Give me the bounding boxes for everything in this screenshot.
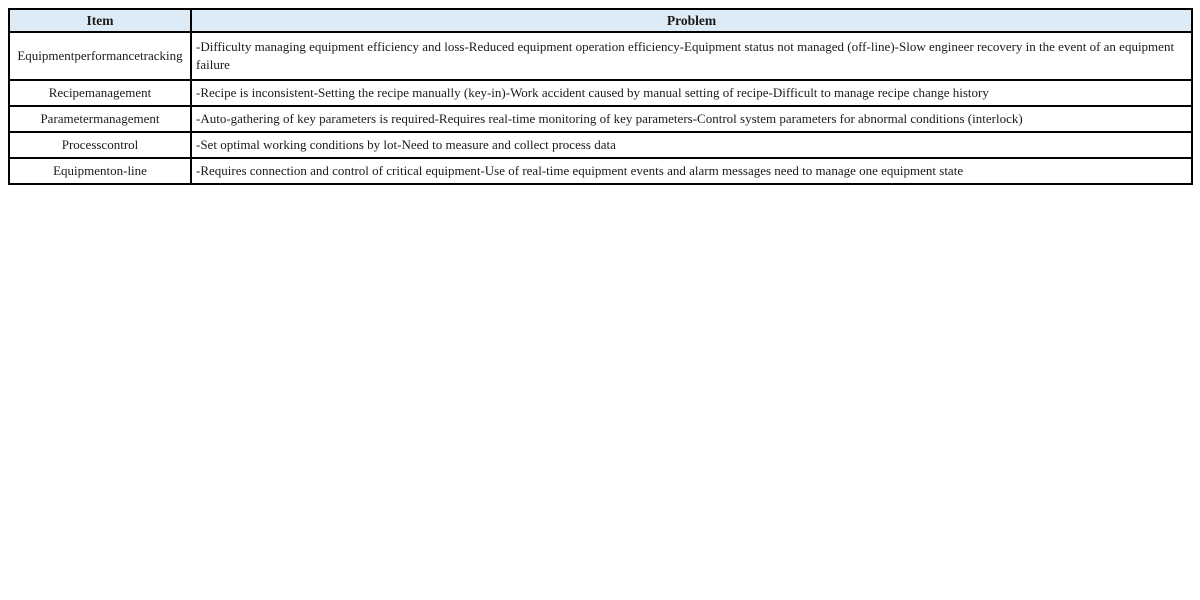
- table-row: [9, 106, 1192, 132]
- problem-cell: -Requires connection and control of critical equipment-Use of real-time equipment events and alarm messages need to manage one equipment state: [191, 158, 1192, 184]
- column-header-item: Item: [9, 9, 191, 32]
- item-cell: Parametermanagement: [9, 106, 191, 132]
- table-row: [9, 32, 1192, 80]
- problem-cell: -Recipe is inconsistent-Setting the recipe manually (key-in)-Work accident caused by manual setting of recipe-Difficult to manage recipe change history: [191, 80, 1192, 106]
- item-cell: Equipmentperformancetracking: [9, 32, 191, 80]
- problem-cell: -Difficulty managing equipment efficiency and loss-Reduced equipment operation efficiency-Equipment status not managed (off-line)-Slow engineer recovery in the event of an equipment failure: [191, 32, 1192, 80]
- item-cell: Recipemanagement: [9, 80, 191, 106]
- item-cell: Processcontrol: [9, 132, 191, 158]
- problem-cell: -Auto-gathering of key parameters is required-Requires real-time monitoring of key parameters-Control system parameters for abnormal conditions (interlock): [191, 106, 1192, 132]
- table-row: [9, 80, 1192, 106]
- item-problem-table: [8, 8, 1193, 185]
- table-header-row: [9, 9, 1192, 32]
- table-row: [9, 132, 1192, 158]
- table-row: [9, 158, 1192, 184]
- item-cell: Equipmenton-line: [9, 158, 191, 184]
- column-header-problem: Problem: [191, 9, 1192, 32]
- problem-cell: -Set optimal working conditions by lot-Need to measure and collect process data: [191, 132, 1192, 158]
